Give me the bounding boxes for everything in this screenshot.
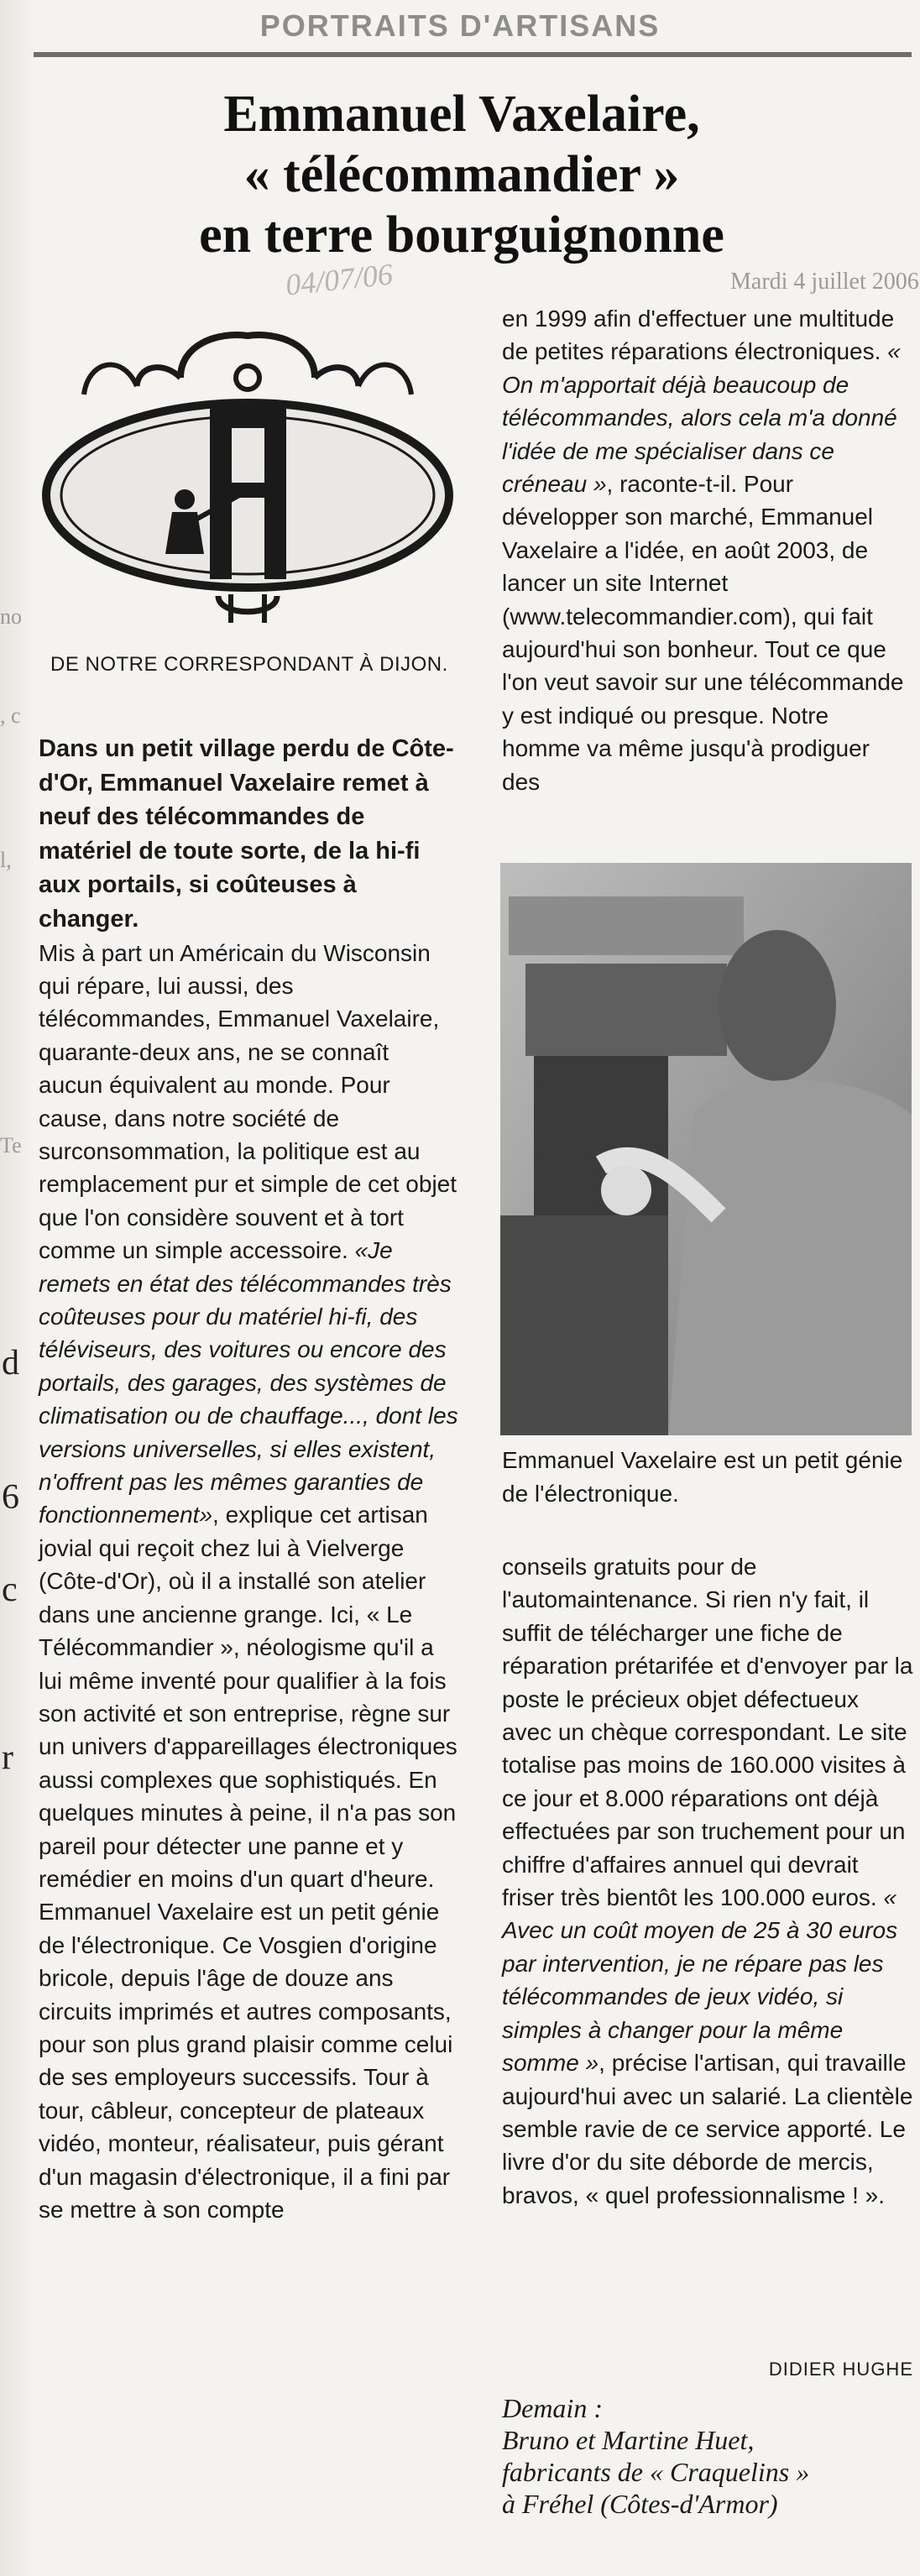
telecommandier-logo: [38, 327, 457, 630]
section-rubric: PORTRAITS D'ARTISANS: [259, 8, 661, 43]
handwritten-date: 04/07/06: [284, 257, 395, 302]
photo-caption: Emmanuel Vaxelaire est un petit génie de l'électronique.: [502, 1447, 903, 1507]
body-segment: , explique cet artisan jovial qui reçoit chez lui à Vielverge (Côte-d'Or), où il a installé son atelier dans une ancienne grange. Ici, « Le Télécommandier », néologisme qu'il a lui même inventé pour qualifier à la fois son activité et son entreprise, règne sur un univers d'appareillages électroniques aussi complexes que sophistiqués. En quelques minutes à peine, il n'a pas son pareil pour détecter une panne et y remédier en moins d'un quart d'heure. Emmanuel Vaxelaire est un petit génie de l'électronique. Ce Vosgien d'origine bricole, depuis l'âge de douze ans circuits imprimés et autres composants, pour son plus grand plaisir comme celui de ses employeurs successifs. Tour à tour, câbleur, concepteur de plateaux vidéo, monteur, réalisateur, puis gérant d'un magasin d'électronique, il a fini par se mettre à son compte: [39, 1502, 457, 2223]
teaser-line: Demain :: [502, 2393, 603, 2423]
bleed-text: no: [0, 604, 22, 629]
headline-line: en terre bourguignonne: [199, 206, 724, 264]
artisan-photo: [500, 863, 912, 1435]
body-segment: en 1999 afin d'effectuer une multitude de petites réparations électroniques.: [502, 306, 895, 365]
article-headline: [118, 84, 806, 265]
right-column-bottom: [502, 1550, 913, 2212]
byline: DE NOTRE CORRESPONDANT À DIJON.: [50, 653, 448, 676]
quote-segment: « Avec un coût moyen de 25 à 30 euros par intervention, je ne répare pas les télécommandes de jeux vidéo, si simples à changer pour la même somme »: [502, 1884, 898, 2077]
author-signature: DIDIER HUGHE: [768, 2359, 913, 2380]
teaser-line: Bruno et Martine Huet,: [502, 2425, 755, 2455]
bleed-text: Te: [0, 1133, 22, 1157]
left-column: [39, 732, 458, 2226]
margin-handwriting: c: [2, 1570, 18, 1609]
teaser-line: fabricants de « Craquelins »: [502, 2457, 810, 2487]
headline-line: Emmanuel Vaxelaire,: [223, 86, 700, 143]
teaser-line: à Fréhel (Côtes-d'Armor): [502, 2489, 778, 2519]
article-body-right-top: [502, 302, 913, 798]
body-segment: , précise l'artisan, qui travaille aujourd'hui avec un salarié. La clientèle semble ravie de ce service apporté. Le livre d'or du site déborde de mercis, bravos, « quel professionnalisme ! ».: [502, 2050, 913, 2208]
article-body-left: [39, 937, 458, 2227]
bleed-text: l,: [0, 848, 12, 872]
quote-segment: «Je remets en état des télécommandes très coûteuses pour du matériel hi-fi, des téléviseurs, des voitures ou encore des portails, des garages, des systèmes de climatisation ou de chauffage..., dont les versions universelles, si elles existent, n'offrent pas les mêmes garanties de fonctionnement»: [39, 1237, 458, 1528]
margin-handwriting: d: [2, 1344, 19, 1382]
article-lede: Dans un petit village perdu de Côte-d'Or, Emmanuel Vaxelaire remet à neuf des télécommandes de matériel de toute sorte, de la hi-fi aux portails, si coûteuses à changer.: [39, 735, 454, 933]
header-rule: [34, 52, 912, 57]
body-segment: Mis à part un Américain du Wisconsin qui répare, lui aussi, des télécommandes, Emmanuel Vaxelaire, quarante-deux ans, ne se connaît aucun équivalent au monde. Pour cause, dans notre société de surconsommation, la politique est au remplacement pur et simple de cet objet que l'on considère souvent et à tort comme un simple accessoire.: [39, 939, 457, 1264]
body-segment: , raconte-t-il. Pour développer son marché, Emmanuel Vaxelaire a l'idée, en août 2003, de lancer un site Internet (www.telecommandier.com), qui fait aujourd'hui son bonheur. Tout ce que l'on veut savoir sur une télécommande y est indiqué ou presque. Notre homme va même jusqu'à prodiguer des: [502, 471, 904, 795]
paper-edge: [0, 0, 34, 2576]
quote-segment: « On m'apportait déjà beaucoup de télécommandes, alors cela m'a donné l'idée de me spécialiser dans ce créneau »: [502, 338, 901, 498]
right-column-top: [502, 302, 913, 798]
article-body-right-bottom: [502, 1550, 913, 2212]
bleed-date: Mardi 4 juillet 2006: [730, 269, 919, 295]
body-segment: conseils gratuits pour de l'automaintenance. Si rien n'y fait, il suffit de télécharger une fiche de réparation prétarifée et d'envoyer par la poste le précieux objet défectueux avec un chèque correspondant. Le site totalise pas moins de 160.000 visites à ce jour et 8.000 réparations ont déjà effectuées par son truchement pour un chiffre d'affaires annuel qui devrait friser très bientôt les 100.000 euros.: [502, 1554, 913, 1911]
next-episode-teaser: [502, 2392, 913, 2520]
headline-line: « télécommandier »: [243, 146, 680, 203]
bleed-text: , c: [0, 703, 21, 728]
margin-handwriting: 6: [2, 1478, 19, 1517]
margin-handwriting: r: [2, 1738, 13, 1777]
